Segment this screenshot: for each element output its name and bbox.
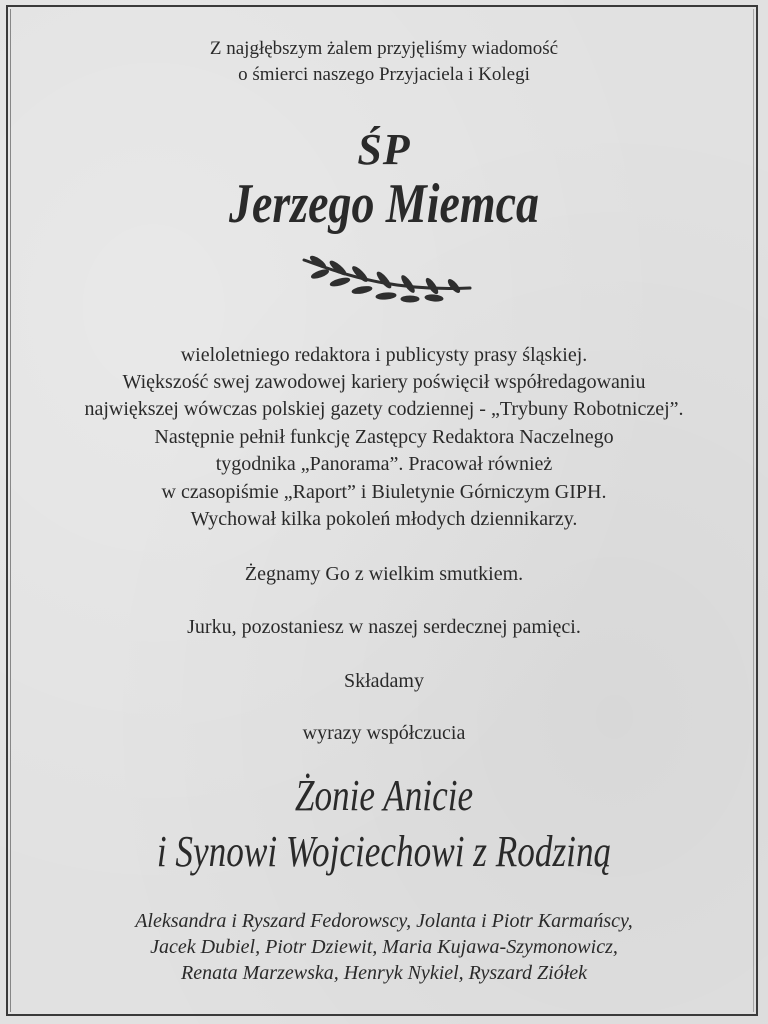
bio-line-4: Następnie pełnił funkcję Zastępcy Redaktora Naczelnego [154,426,614,448]
farewell-line: Żegnamy Go z wielkim smutkiem. [244,563,524,585]
recipient-line-2: i Synowi Wojciechowi z Rodziną [156,827,612,876]
bio-line-1: wieloletniego redaktora i publicysty prasy śląskiej. [180,344,588,366]
signers-line-2: Jacek Dubiel, Piotr Dziewit, Maria Kujawa-Szymonowicz, [150,936,618,958]
bio-line-7: Wychował kilka pokoleń młodych dziennikarzy. [190,508,578,530]
deceased-name: Jerzego Miemca [229,173,539,235]
bio-line-2: Większość swej zawodowej kariery poświęcił współredagowaniu [122,371,646,393]
condolence-line-1: Składamy [344,670,424,692]
sp-abbreviation: ŚP [357,125,411,174]
condolence-line-2: wyrazy współczucia [302,722,466,744]
laurel-branch-icon [298,252,478,312]
signers-line-3: Renata Marzewska, Henryk Nykiel, Ryszard Ziółek [180,962,588,984]
bio-line-5: tygodnika „Panorama”. Pracował również [215,453,553,475]
memory-line: Jurku, pozostaniesz w naszej serdecznej pamięci. [187,616,581,638]
recipient-line-1: Żonie Anicie [294,771,474,820]
signers-line-1: Aleksandra i Ryszard Fedorowscy, Jolanta i Piotr Karmańscy, [135,910,633,932]
intro-line-2: o śmierci naszego Przyjaciela i Kolegi [238,64,530,85]
bio-line-6: w czasopiśmie „Raport” i Biuletynie Górniczym GIPH. [161,481,607,503]
bio-line-3: największej wówczas polskiej gazety codziennej - „Trybuny Robotniczej”. [84,398,684,420]
intro-line-1: Z najgłębszym żalem przyjęliśmy wiadomość [209,38,559,59]
